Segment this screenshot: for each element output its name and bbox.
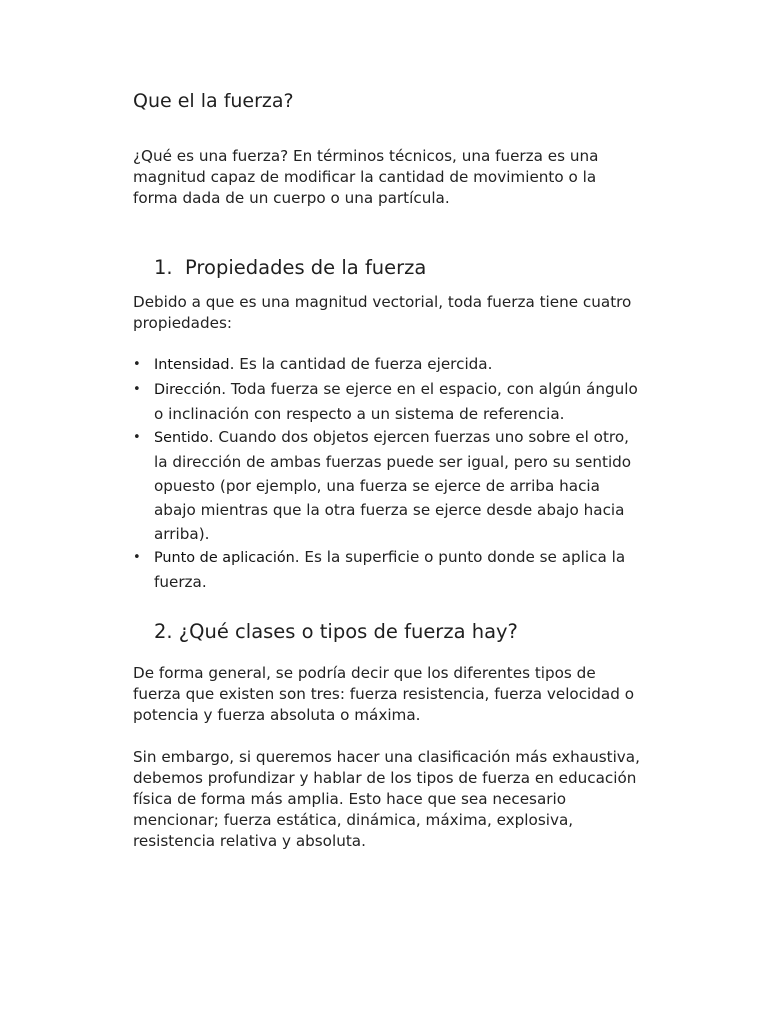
property-term: Sentido — [154, 430, 209, 447]
bullet-icon: • — [133, 430, 141, 446]
property-description: . Cuando dos objetos ejercen fuerzas uno sobre el otro, la dirección de ambas fuerzas puede ser igual, pero su sentido opuesto (por ejemplo, una fuerza se ejerce de arriba hacia abajo mientras que la otra fuerza se ejerce desde abajo hacia arriba). — [154, 428, 632, 543]
properties-list — [133, 353, 643, 595]
bullet-icon: • — [133, 381, 141, 397]
section-2-heading: 2. ¿Qué clases o tipos de fuerza hay? — [154, 619, 518, 643]
property-term: Punto de aplicación — [154, 550, 295, 567]
section-1-title: Propiedades de la fuerza — [185, 256, 427, 279]
bullet-icon: • — [133, 357, 141, 372]
property-description: . Toda fuerza se ejerce en el espacio, con algún ángulo o inclinación con respecto a un sistema de referencia. — [154, 379, 638, 423]
document-content — [133, 88, 643, 852]
list-item — [133, 378, 643, 427]
list-item — [133, 546, 643, 595]
section-2-paragraph-2: Sin embargo, si queremos hacer una clasificación más exhaustiva, debemos profundizar y hablar de los tipos de fuerza en educación física de forma más amplia. Esto hace que sea necesario mencionar; fuerza estática, dinámica, máxima, explosiva, resistencia relativa y absoluta. — [133, 747, 640, 850]
section-1-number: 1. — [154, 256, 173, 279]
list-item — [133, 426, 643, 546]
property-term: Intensidad — [154, 357, 230, 373]
section-1-lead: Debido a que es una magnitud vectorial, toda fuerza tiene cuatro propiedades: — [133, 293, 632, 332]
section-1-heading — [133, 255, 643, 281]
section-2-paragraph-1: De forma general, se podría decir que los diferentes tipos de fuerza que existen son tres: fuerza resistencia, fuerza velocidad o potencia y fuerza absoluta o máxima. — [133, 663, 634, 724]
property-term: Dirección — [154, 381, 222, 398]
list-item — [133, 353, 643, 378]
property-description: . Es la superficie o punto donde se aplica la fuerza. — [154, 548, 626, 592]
property-description: . Es la cantidad de fuerza ejercida. — [229, 355, 493, 373]
bullet-icon: • — [133, 550, 141, 566]
intro-paragraph: ¿Qué es una fuerza? En términos técnicos, una fuerza es una magnitud capaz de modificar la cantidad de movimiento o la forma dada de un cuerpo o una partícula. — [133, 147, 599, 207]
document-title: Que el la fuerza? — [133, 90, 294, 112]
